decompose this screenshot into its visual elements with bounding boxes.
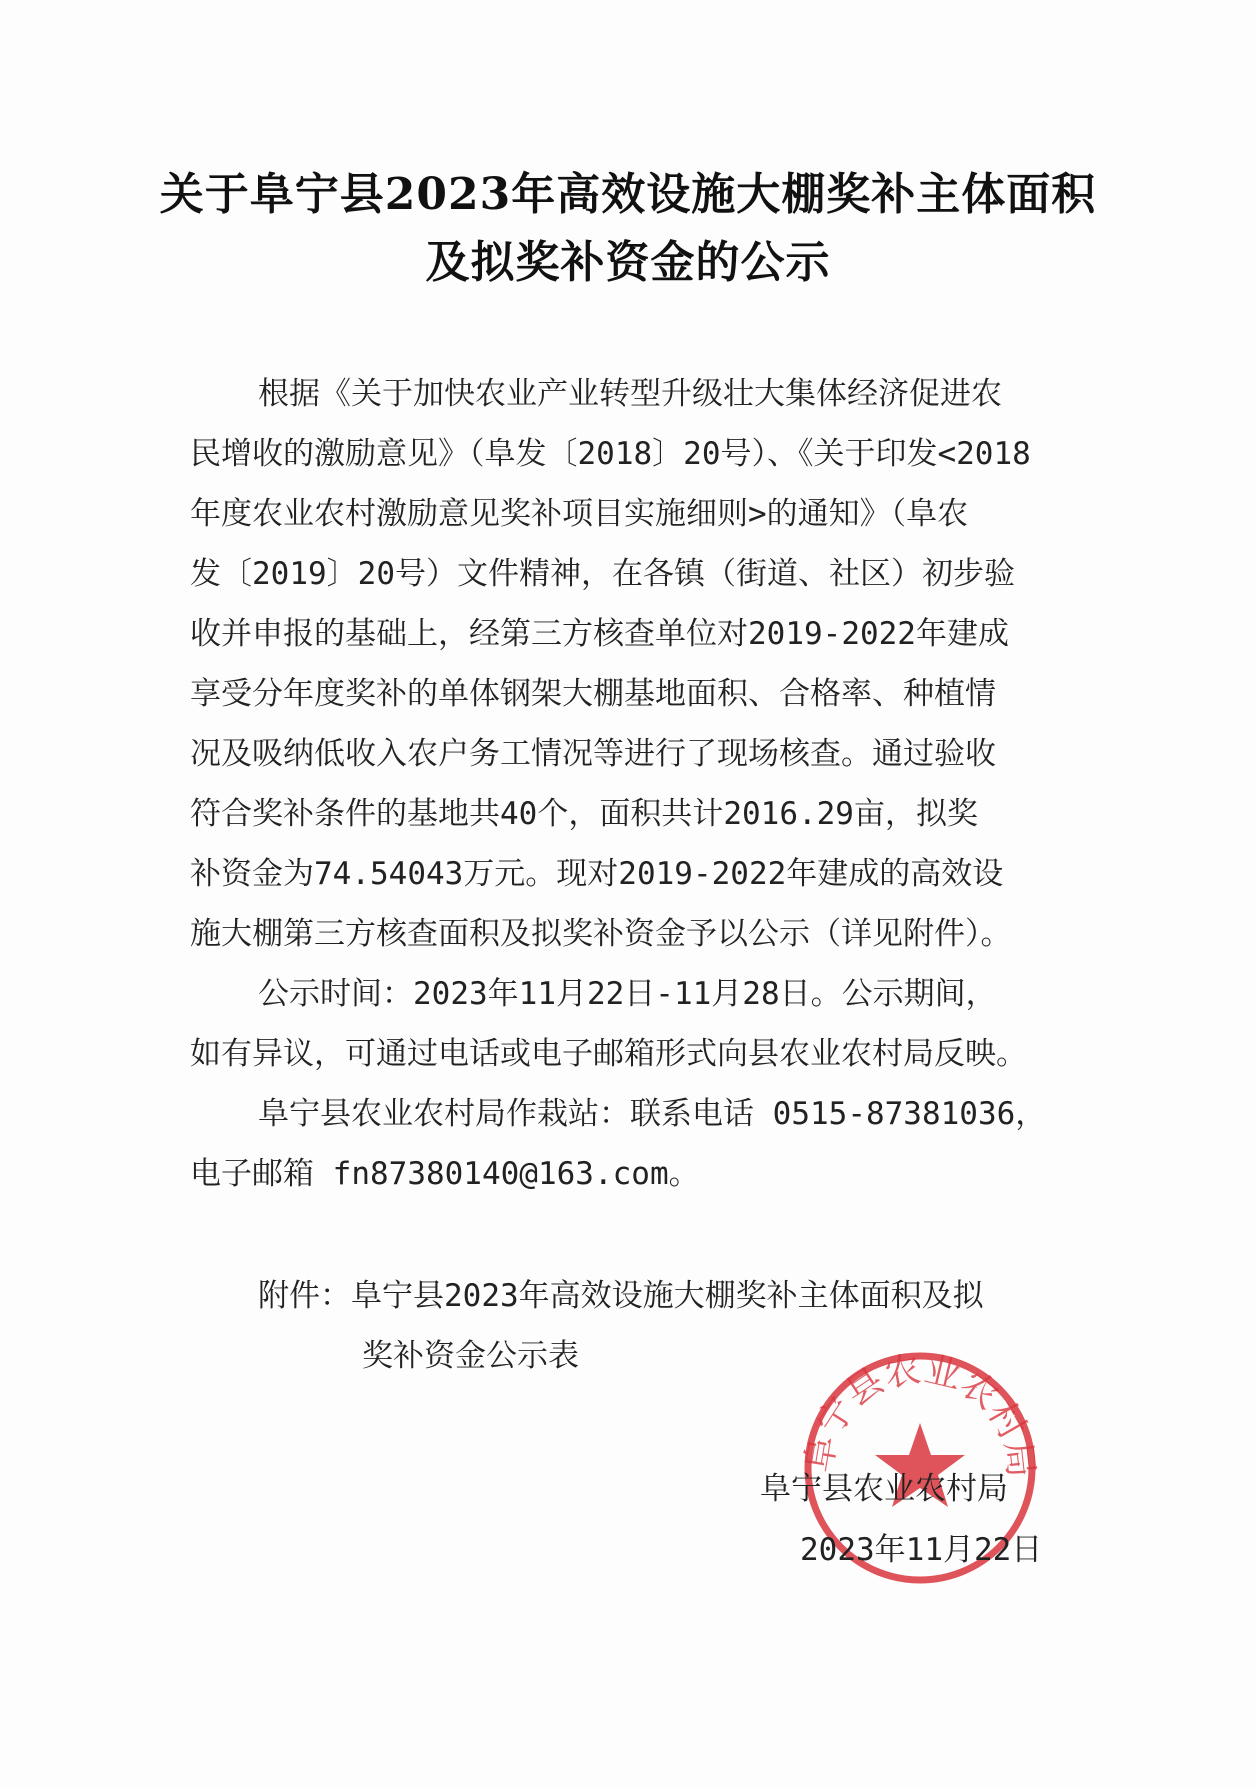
paragraph-1-line-3: 年度农业农村激励意见奖补项目实施细则>的通知》（阜农 <box>190 496 969 532</box>
paragraph-1-line-7: 况及吸纳低收入农户务工情况等进行了现场核查。通过验收 <box>190 736 996 772</box>
signature-date: 2023年11月22日 <box>800 1532 1043 1568</box>
document-title-line-2: 及拟奖补资金的公示 <box>425 237 831 288</box>
paragraph-2-line-1: 公示时间：2023年11月22日-11月28日。公示期间， <box>258 976 997 1012</box>
paragraph-1-line-9: 补资金为74.54043万元。现对2019-2022年建成的高效设 <box>190 856 1004 892</box>
attachment-line-1: 附件：阜宁县2023年高效设施大棚奖补主体面积及拟 <box>258 1278 984 1314</box>
signature-organization: 阜宁县农业农村局 <box>760 1471 1008 1507</box>
attachment-line-2: 奖补资金公示表 <box>362 1338 579 1374</box>
paragraph-3-line-1: 阜宁县农业农村局作栽站：联系电话 0515-87381036， <box>258 1096 1047 1132</box>
paragraph-1-line-10: 施大棚第三方核查面积及拟奖补资金予以公示（详见附件）。 <box>190 916 1012 952</box>
paragraph-1-line-6: 享受分年度奖补的单体钢架大棚基地面积、合格率、种植情 <box>190 676 996 712</box>
document-title-line-1: 关于阜宁县2023年高效设施大棚奖补主体面积 <box>159 169 1097 220</box>
paragraph-1-line-4: 发〔2019〕20号）文件精神，在各镇（街道、社区）初步验 <box>190 556 1015 592</box>
paragraph-3-line-2: 电子邮箱 fn87380140@163.com。 <box>190 1156 700 1192</box>
paragraph-2-line-2: 如有异议，可通过电话或电子邮箱形式向县农业农村局反映。 <box>190 1036 1027 1072</box>
paragraph-1-line-2: 民增收的激励意见》（阜发〔2018〕20号）、《关于印发<2018 <box>190 436 1031 472</box>
paragraph-1-line-1: 根据《关于加快农业产业转型升级壮大集体经济促进农 <box>258 376 1002 412</box>
seal-text: 阜宁县农业农村局 <box>798 1348 1042 1480</box>
paragraph-1-line-8: 符合奖补条件的基地共40个，面积共计2016.29亩，拟奖 <box>190 796 978 832</box>
paragraph-1-line-5: 收并申报的基础上，经第三方核查单位对2019-2022年建成 <box>190 616 1009 652</box>
